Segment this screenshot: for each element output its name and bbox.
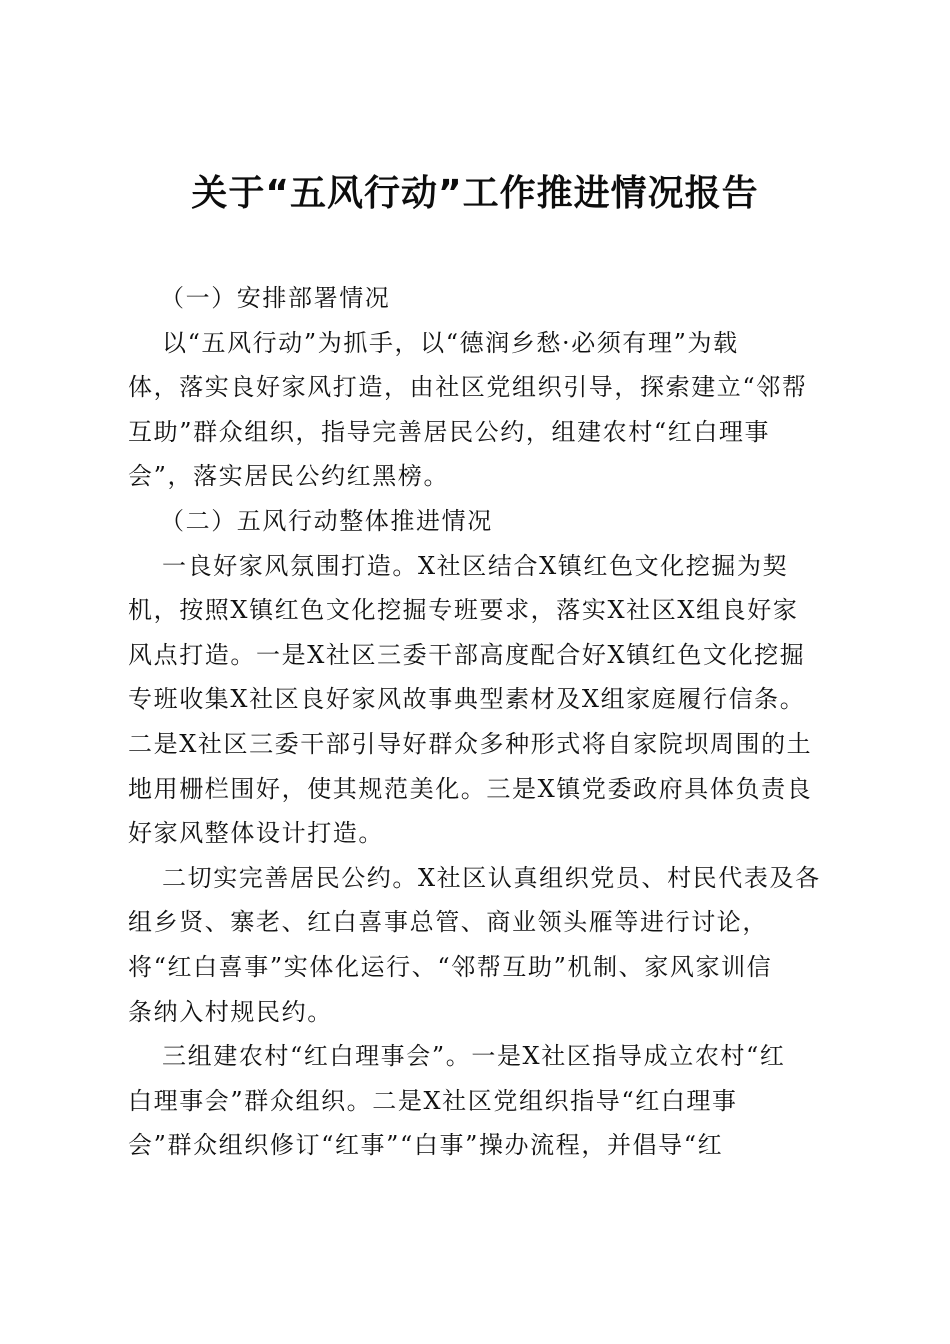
paragraph-line: 白理事会”群众组织。二是X社区党组织指导“红白理事	[128, 1086, 738, 1115]
paragraph-line: 风点打造。一是X社区三委干部高度配合好X镇红色文化挖掘	[128, 640, 806, 669]
paragraph-line: 将“红白喜事”实体化运行、“邻帮互助”机制、家风家训信	[128, 952, 773, 981]
section-heading: （一）安排部署情况	[160, 284, 391, 312]
paragraph-line: 以“五风行动”为抓手，以“德润乡愁·必须有理”为载	[162, 328, 739, 357]
paragraph-line: 三组建农村“红白理事会”。一是X社区指导成立农村“红	[162, 1042, 786, 1071]
paragraph-line: 专班收集X社区良好家风故事典型素材及X组家庭履行信条。	[128, 685, 806, 714]
paragraph-line: 会”群众组织修订“红事”“白事”操办流程，并倡导“红	[128, 1131, 724, 1160]
paragraph-line: 组乡贤、寨老、红白喜事总管、商业领头雁等进行讨论，	[128, 908, 768, 937]
paragraph	[128, 544, 828, 856]
paragraph-line: 互助”群众组织，指导完善居民公约，组建农村“红白理事	[128, 417, 771, 446]
paragraph-line: 会”，落实居民公约红黑榜。	[128, 462, 450, 491]
paragraph-line: 机，按照X镇红色文化挖掘专班要求，落实X社区X组良好家	[128, 596, 799, 625]
paragraph	[128, 856, 828, 1034]
paragraph-line: 地用栅栏围好，使其规范美化。三是X镇党委政府具体负责良	[128, 774, 813, 803]
paragraph-line: 好家风整体设计打造。	[128, 819, 384, 848]
paragraph-line: 二是X社区三委干部引导好群众多种形式将自家院坝周围的土	[128, 729, 813, 758]
paragraph-line: 条纳入村规民约。	[128, 997, 333, 1026]
paragraph	[128, 321, 828, 499]
paragraph-line: 二切实完善居民公约。X社区认真组织党员、村民代表及各	[162, 863, 821, 892]
document-title: 关于“五风行动”工作推进情况报告	[191, 173, 759, 214]
section-heading: （二）五风行动整体推进情况	[160, 506, 493, 535]
paragraph-line: 体，落实良好家风打造，由社区党组织引导，探索建立“邻帮	[128, 373, 808, 402]
paragraph-line: 一良好家风氛围打造。X社区结合X镇红色文化挖掘为契	[162, 551, 789, 580]
paragraph	[128, 1034, 828, 1168]
document-body	[128, 276, 828, 1168]
